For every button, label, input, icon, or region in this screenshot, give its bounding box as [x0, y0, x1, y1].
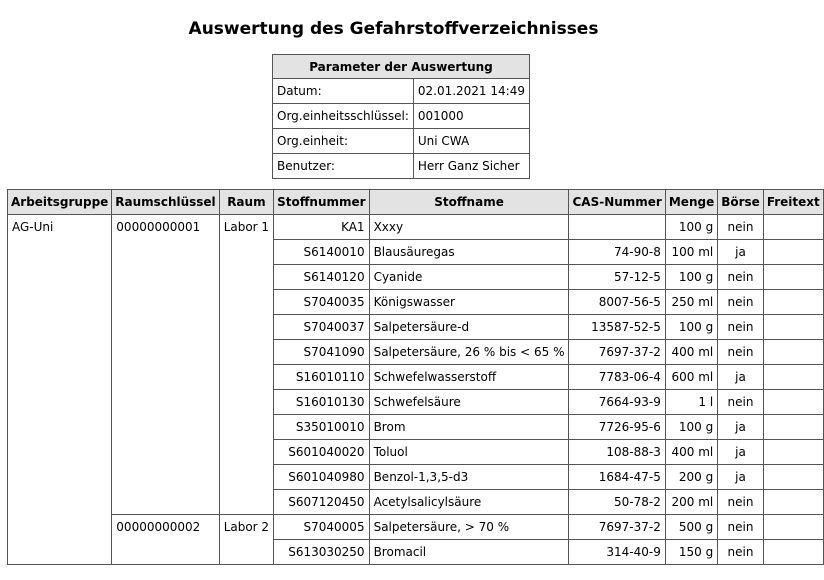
cell-menge: 250 ml — [665, 290, 717, 315]
cell-cas-nummer: 74-90-8 — [569, 240, 665, 265]
cell-freitext — [763, 290, 823, 315]
cell-boerse: ja — [718, 240, 764, 265]
cell-menge: 400 ml — [665, 440, 717, 465]
cell-boerse: ja — [718, 465, 764, 490]
cell-stoffnummer: S6140120 — [274, 265, 370, 290]
column-header: CAS-Nummer — [569, 190, 665, 215]
cell-menge: 200 ml — [665, 490, 717, 515]
cell-freitext — [763, 315, 823, 340]
cell-menge: 600 ml — [665, 365, 717, 390]
cell-stoffname: Toluol — [369, 440, 569, 465]
cell-cas-nummer: 7697-37-2 — [569, 515, 665, 540]
column-header: Stoffnummer — [274, 190, 370, 215]
cell-raum: Labor 2 — [219, 515, 273, 565]
cell-freitext — [763, 490, 823, 515]
parameter-value: Uni CWA — [413, 129, 529, 154]
cell-freitext — [763, 340, 823, 365]
cell-boerse: nein — [718, 215, 764, 240]
parameter-row — [273, 154, 530, 179]
cell-cas-nummer — [569, 215, 665, 240]
cell-stoffnummer: S35010010 — [274, 415, 370, 440]
table-row — [8, 215, 824, 240]
cell-stoffnummer: S16010130 — [274, 390, 370, 415]
cell-stoffname: Brom — [369, 415, 569, 440]
cell-stoffnummer: S7041090 — [274, 340, 370, 365]
cell-boerse: ja — [718, 415, 764, 440]
cell-boerse: nein — [718, 390, 764, 415]
cell-cas-nummer: 7783-06-4 — [569, 365, 665, 390]
cell-menge: 400 ml — [665, 340, 717, 365]
cell-stoffname: Schwefelsäure — [369, 390, 569, 415]
cell-stoffname: Acetylsalicylsäure — [369, 490, 569, 515]
parameter-row — [273, 104, 530, 129]
cell-menge: 1 l — [665, 390, 717, 415]
cell-cas-nummer: 50-78-2 — [569, 490, 665, 515]
cell-menge: 100 g — [665, 315, 717, 340]
parameter-value: 02.01.2021 14:49 — [413, 79, 529, 104]
cell-menge: 500 g — [665, 515, 717, 540]
cell-stoffnummer: S16010110 — [274, 365, 370, 390]
cell-stoffname: Bromacil — [369, 540, 569, 565]
column-header: Arbeitsgruppe — [8, 190, 112, 215]
cell-freitext — [763, 440, 823, 465]
cell-stoffnummer: S7040037 — [274, 315, 370, 340]
parameter-value: Herr Ganz Sicher — [413, 154, 529, 179]
cell-menge: 200 g — [665, 465, 717, 490]
cell-boerse: nein — [718, 490, 764, 515]
column-header: Börse — [718, 190, 764, 215]
column-header: Freitext — [763, 190, 823, 215]
cell-cas-nummer: 57-12-5 — [569, 265, 665, 290]
cell-menge: 150 g — [665, 540, 717, 565]
cell-freitext — [763, 240, 823, 265]
cell-raumschluessel: 00000000002 — [112, 515, 219, 565]
cell-menge: 100 g — [665, 215, 717, 240]
parameter-row — [273, 129, 530, 154]
cell-stoffnummer: S6140010 — [274, 240, 370, 265]
parameter-row — [273, 79, 530, 104]
cell-freitext — [763, 265, 823, 290]
cell-cas-nummer: 7726-95-6 — [569, 415, 665, 440]
cell-freitext — [763, 540, 823, 565]
cell-cas-nummer: 1684-47-5 — [569, 465, 665, 490]
cell-boerse: nein — [718, 315, 764, 340]
cell-raum: Labor 1 — [219, 215, 273, 515]
cell-stoffname: Salpetersäure, 26 % bis < 65 % — [369, 340, 569, 365]
cell-arbeitsgruppe: AG-Uni — [8, 215, 112, 565]
cell-freitext — [763, 515, 823, 540]
cell-boerse: ja — [718, 440, 764, 465]
cell-raumschluessel: 00000000001 — [112, 215, 219, 515]
parameter-value: 001000 — [413, 104, 529, 129]
cell-stoffnummer: S7040005 — [274, 515, 370, 540]
cell-boerse: ja — [718, 365, 764, 390]
parameter-table — [272, 54, 530, 179]
cell-menge: 100 g — [665, 415, 717, 440]
cell-boerse: nein — [718, 340, 764, 365]
cell-freitext — [763, 215, 823, 240]
cell-cas-nummer: 8007-56-5 — [569, 290, 665, 315]
cell-stoffname: Cyanide — [369, 265, 569, 290]
parameter-table-header: Parameter der Auswertung — [273, 55, 530, 79]
substance-table — [7, 189, 824, 565]
page-title: Auswertung des Gefahrstoffverzeichnisses — [188, 19, 599, 39]
table-row — [8, 515, 824, 540]
cell-cas-nummer: 13587-52-5 — [569, 315, 665, 340]
cell-menge: 100 ml — [665, 240, 717, 265]
cell-stoffname: Blausäuregas — [369, 240, 569, 265]
table-header-row — [8, 190, 824, 215]
cell-boerse: nein — [718, 265, 764, 290]
cell-stoffnummer: S607120450 — [274, 490, 370, 515]
column-header: Menge — [665, 190, 717, 215]
cell-freitext — [763, 365, 823, 390]
parameter-label: Org.einheit: — [273, 129, 414, 154]
cell-freitext — [763, 390, 823, 415]
column-header: Raumschlüssel — [112, 190, 219, 215]
cell-stoffnummer: S601040980 — [274, 465, 370, 490]
cell-boerse: nein — [718, 515, 764, 540]
cell-stoffname: Xxxy — [369, 215, 569, 240]
cell-freitext — [763, 465, 823, 490]
parameter-label: Benutzer: — [273, 154, 414, 179]
column-header: Stoffname — [369, 190, 569, 215]
cell-stoffnummer: S613030250 — [274, 540, 370, 565]
cell-stoffnummer: S601040020 — [274, 440, 370, 465]
parameter-label: Datum: — [273, 79, 414, 104]
cell-stoffname: Schwefelwasserstoff — [369, 365, 569, 390]
column-header: Raum — [219, 190, 273, 215]
cell-boerse: nein — [718, 290, 764, 315]
cell-stoffname: Salpetersäure, > 70 % — [369, 515, 569, 540]
cell-boerse: nein — [718, 540, 764, 565]
cell-stoffname: Benzol-1,3,5-d3 — [369, 465, 569, 490]
cell-cas-nummer: 7697-37-2 — [569, 340, 665, 365]
cell-menge: 100 g — [665, 265, 717, 290]
cell-stoffname: Königswasser — [369, 290, 569, 315]
cell-stoffnummer: S7040035 — [274, 290, 370, 315]
parameter-label: Org.einheitsschlüssel: — [273, 104, 414, 129]
cell-stoffname: Salpetersäure-d — [369, 315, 569, 340]
cell-cas-nummer: 7664-93-9 — [569, 390, 665, 415]
cell-stoffnummer: KA1 — [274, 215, 370, 240]
cell-cas-nummer: 108-88-3 — [569, 440, 665, 465]
cell-freitext — [763, 415, 823, 440]
cell-cas-nummer: 314-40-9 — [569, 540, 665, 565]
